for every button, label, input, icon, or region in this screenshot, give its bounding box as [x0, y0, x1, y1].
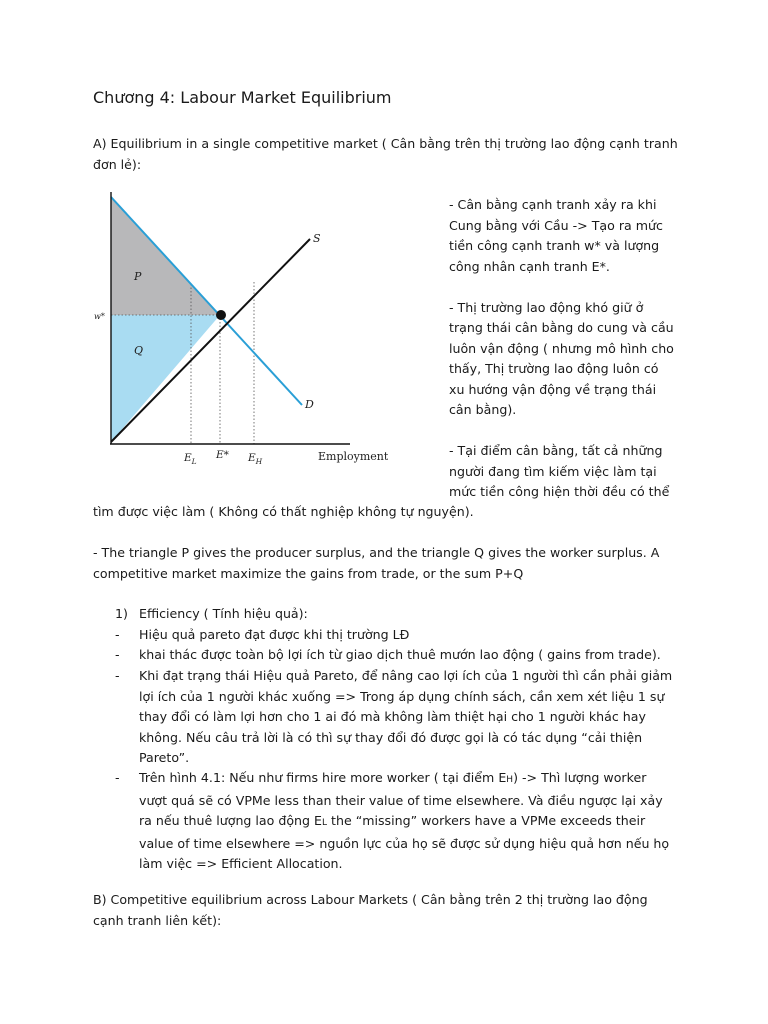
- list-marker: 1): [115, 606, 128, 621]
- side-line: Cung bằng với Cầu -> Tạo ra mức: [449, 217, 663, 233]
- bullet-text: [139, 768, 683, 875]
- bullet-text: khai thác được toàn bộ lợi ích từ giao dịch thuê mướn lao động ( gains from trade).: [139, 647, 661, 662]
- worker-surplus-area: [111, 315, 220, 442]
- side-line: [449, 277, 684, 298]
- side-line: trạng thái cân bằng do cung và cầu: [449, 320, 674, 335]
- side-line: tiền công cạnh tranh w* và lượng: [449, 238, 660, 253]
- side-line: công nhân cạnh tranh E*.: [449, 258, 610, 274]
- bullet-text: Hiệu quả pareto đạt được khi thị trường LĐ: [139, 627, 410, 642]
- side-line: luôn vận động ( nhưng mô hình cho: [449, 340, 674, 356]
- triangle-paragraph: [93, 543, 683, 584]
- side-line: thấy, Thị trường lao động luôn có: [449, 361, 659, 376]
- bullet-line: làm việc => Efficient Allocation.: [139, 856, 343, 871]
- bullet-line: lợi ích của 1 người khác xuống => Trong áp dụng chính sách, cần xem xét liệu 1 sự: [139, 688, 665, 704]
- section-a-heading-line1: A) Equilibrium in a single competitive market ( Cân bằng trên thị trường lao động cạnh tranh: [93, 136, 678, 151]
- equilibrium-point: [216, 310, 226, 320]
- bullet-line: Pareto”.: [139, 750, 190, 765]
- efficiency-label: Efficiency ( Tính hiệu quả):: [139, 606, 308, 621]
- side-line: - Tại điểm cân bằng, tất cả những: [449, 443, 663, 458]
- section-a-heading-line2: đơn lẻ):: [93, 156, 142, 172]
- side-line: cân bằng).: [449, 402, 517, 417]
- page-title: Chương 4: Labour Market Equilibrium: [93, 88, 392, 107]
- supply-label: S: [313, 232, 321, 245]
- x-tick-estar: E*: [216, 449, 229, 461]
- side-line: người đang tìm kiếm việc làm tại: [449, 463, 657, 479]
- bullet-line: vượt quá sẽ có VPMe less than their value of time elsewhere. Và điều ngược lại xảy: [139, 792, 663, 808]
- bullet-line: không. Nếu câu trả lời là có thì sự thay đổi đó được gọi là có tác dụng “cải thiện: [139, 729, 643, 745]
- side-line: [449, 421, 684, 442]
- side-line: xu hướng vận động về trạng thái: [449, 381, 657, 397]
- x-tick-eh: $E_H$: [248, 452, 263, 466]
- bullet-marker: -: [115, 627, 120, 642]
- bullet-line: Khi đạt trạng thái Hiệu quả Pareto, để nâng cao lợi ích của 1 người thì cần phải giảm: [139, 668, 673, 683]
- worker-surplus-label: Q: [134, 344, 144, 357]
- producer-surplus-label: P: [134, 270, 142, 283]
- x-axis-label: Employment: [318, 450, 388, 463]
- side-line: mức tiền công hiện thời đều có thể: [449, 484, 670, 499]
- bullet-line: ra nếu thuê lượng lao động EL the “missing” workers have a VPMe exceeds their: [139, 813, 646, 828]
- section-b-heading: [93, 890, 683, 931]
- triangle-line2: competitive market maximize the gains from trade, or the sum P+Q: [93, 565, 524, 581]
- chart-svg: [88, 182, 388, 472]
- triangle-line1: - The triangle P gives the producer surplus, and the triangle Q gives the worker surplus. A: [93, 545, 660, 560]
- bullet-text: [139, 666, 683, 769]
- x-tick-el: $E_L$: [184, 452, 197, 466]
- side-line: - Cân bằng cạnh tranh xảy ra khi: [449, 197, 657, 212]
- section-a-heading: [93, 134, 683, 175]
- section-b-line1: B) Competitive equilibrium across Labour Markets ( Cân bằng trên 2 thị trường lao động: [93, 892, 648, 907]
- demand-label: D: [305, 398, 314, 411]
- bullet-marker: -: [115, 770, 120, 785]
- section-b-line2: cạnh tranh liên kết):: [93, 912, 222, 928]
- bullet-line: Trên hình 4.1: Nếu như firms hire more worker ( tại điểm EH) -> Thì lượng worker: [139, 770, 647, 785]
- wage-tick-label: w*: [94, 312, 105, 321]
- continuation-text: tìm được việc làm ( Không có thất nghiệp không tự nguyện).: [93, 504, 474, 519]
- bullet-marker: -: [115, 647, 120, 662]
- side-text: [449, 195, 684, 503]
- bullet-line: thay đổi có làm lợi hơn cho 1 ai đó mà không làm thiệt hại cho 1 người khác hay: [139, 709, 646, 724]
- side-line: - Thị trường lao động khó giữ ở: [449, 299, 644, 315]
- bullet-marker: -: [115, 668, 120, 683]
- labour-market-chart: [88, 182, 388, 472]
- bullet-line: value of time elsewhere => nguồn lực của họ sẽ được sử dụng hiệu quả hơn nếu họ: [139, 835, 670, 851]
